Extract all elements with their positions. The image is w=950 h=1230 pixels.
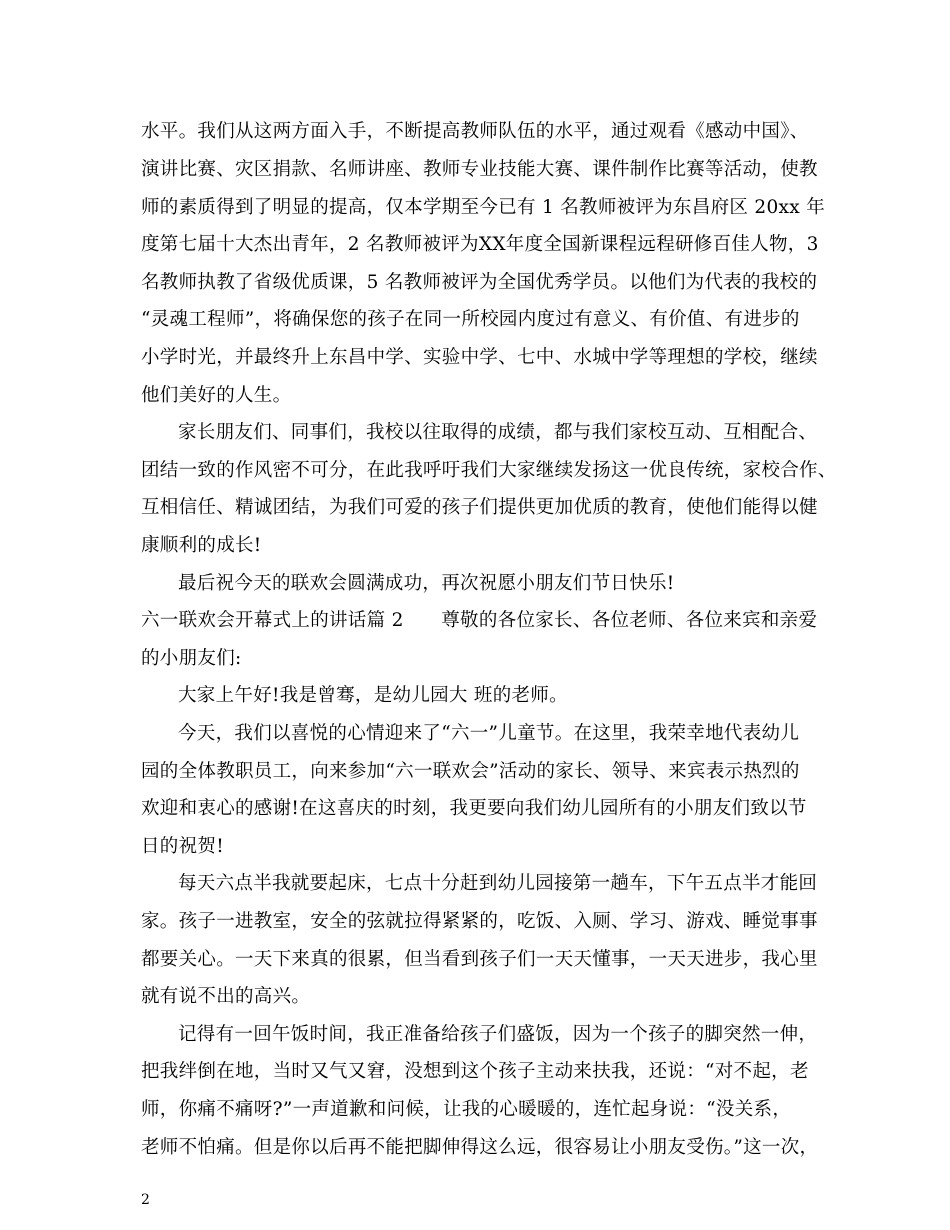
text-line: 演讲比赛、灾区捐款、名师讲座、教师专业技能大赛、课件制作比赛等活动，使教	[141, 159, 818, 180]
page-number: 2	[141, 1192, 150, 1208]
text-line: 名教师执教了省级优质课，5 名教师被评为全国优秀学员。以他们为代表的我校的	[141, 272, 818, 293]
text-line: 水平。我们从这两方面入手，不断提高教师队伍的水平，通过观看《感动中国》、	[141, 121, 809, 142]
text-line: “灵魂工程师”，将确保您的孩子在同一所校园内度过有意义、有价值、有进步的	[141, 309, 800, 330]
text-line: 记得有一回午饭时间，我正准备给孩子们盛饭，因为一个孩子的脚突然一伸，	[178, 1024, 818, 1045]
text-line: 就有说不出的高兴。	[141, 986, 311, 1007]
text-line: 他们美好的人生。	[141, 385, 292, 406]
text-line: 老师不怕痛。但是你以后再不能把脚伸得这么远，很容易让小朋友受伤。”这一次，	[141, 1137, 819, 1158]
text-line: 小学时光，并最终升上东昌中学、实验中学、七中、水城中学等理想的学校，继续	[141, 347, 818, 368]
text-line: 每天六点半我就要起床，七点十分赶到幼儿园接第一趟车，下午五点半才能回	[178, 873, 818, 894]
text-line: 大家上午好!我是曾骞，是幼儿园大 班的老师。	[178, 685, 568, 706]
text-line: 家。孩子一进教室，安全的弦就拉得紧紧的，吃饭、入厕、学习、游戏、睡觉事事	[141, 911, 818, 932]
text-line: 把我绊倒在地，当时又气又窘，没想到这个孩子主动来扶我，还说：“对不起，老	[141, 1061, 809, 1082]
text-line: 团结一致的作风密不可分，在此我呼吁我们大家继续发扬这一优良传统，家校合作、	[141, 460, 837, 481]
text-line: 康顺利的成长!	[141, 535, 262, 556]
text-line: 最后祝今天的联欢会圆满成功，再次祝愿小朋友们节日快乐!	[178, 573, 675, 594]
text-line: 日的祝贺!	[141, 836, 224, 857]
text-line: 师的素质得到了明显的提高，仅本学期至今已有 1 名教师被评为东昌府区 20xx 年	[141, 197, 826, 218]
text-line: 互相信任、精诚团结，为我们可爱的孩子们提供更加优质的教育，使他们能得以健	[141, 497, 818, 518]
text-line: 度第七届十大杰出青年，2 名教师被评为XX年度全国新课程远程研修百佳人物，3	[141, 234, 819, 255]
text-line: 师，你痛不痛呀?”一声道歉和问候，让我的心暖暖的，连忙起身说：“没关系，	[141, 1099, 792, 1120]
text-line: 园的全体教职员工，向来参加“六一联欢会”活动的家长、领导、来宾表示热烈的	[141, 761, 800, 782]
text-line: 都要关心。一天下来真的很累，但当看到孩子们一天天懂事，一天天进步，我心里	[141, 949, 818, 970]
text-line: 的小朋友们:	[141, 648, 242, 669]
section-heading: 六一联欢会开幕式上的讲话篇 2 尊敬的各位家长、各位老师、各位来宾和亲爱	[141, 610, 818, 631]
text-line: 今天，我们以喜悦的心情迎来了“六一”儿童节。在这里，我荣幸地代表幼儿	[178, 723, 800, 744]
text-line: 欢迎和衷心的感谢!在这喜庆的时刻，我更要向我们幼儿园所有的小朋友们致以节	[141, 798, 807, 819]
text-line: 家长朋友们、同事们，我校以往取得的成绩，都与我们家校互动、互相配合、	[178, 422, 818, 443]
